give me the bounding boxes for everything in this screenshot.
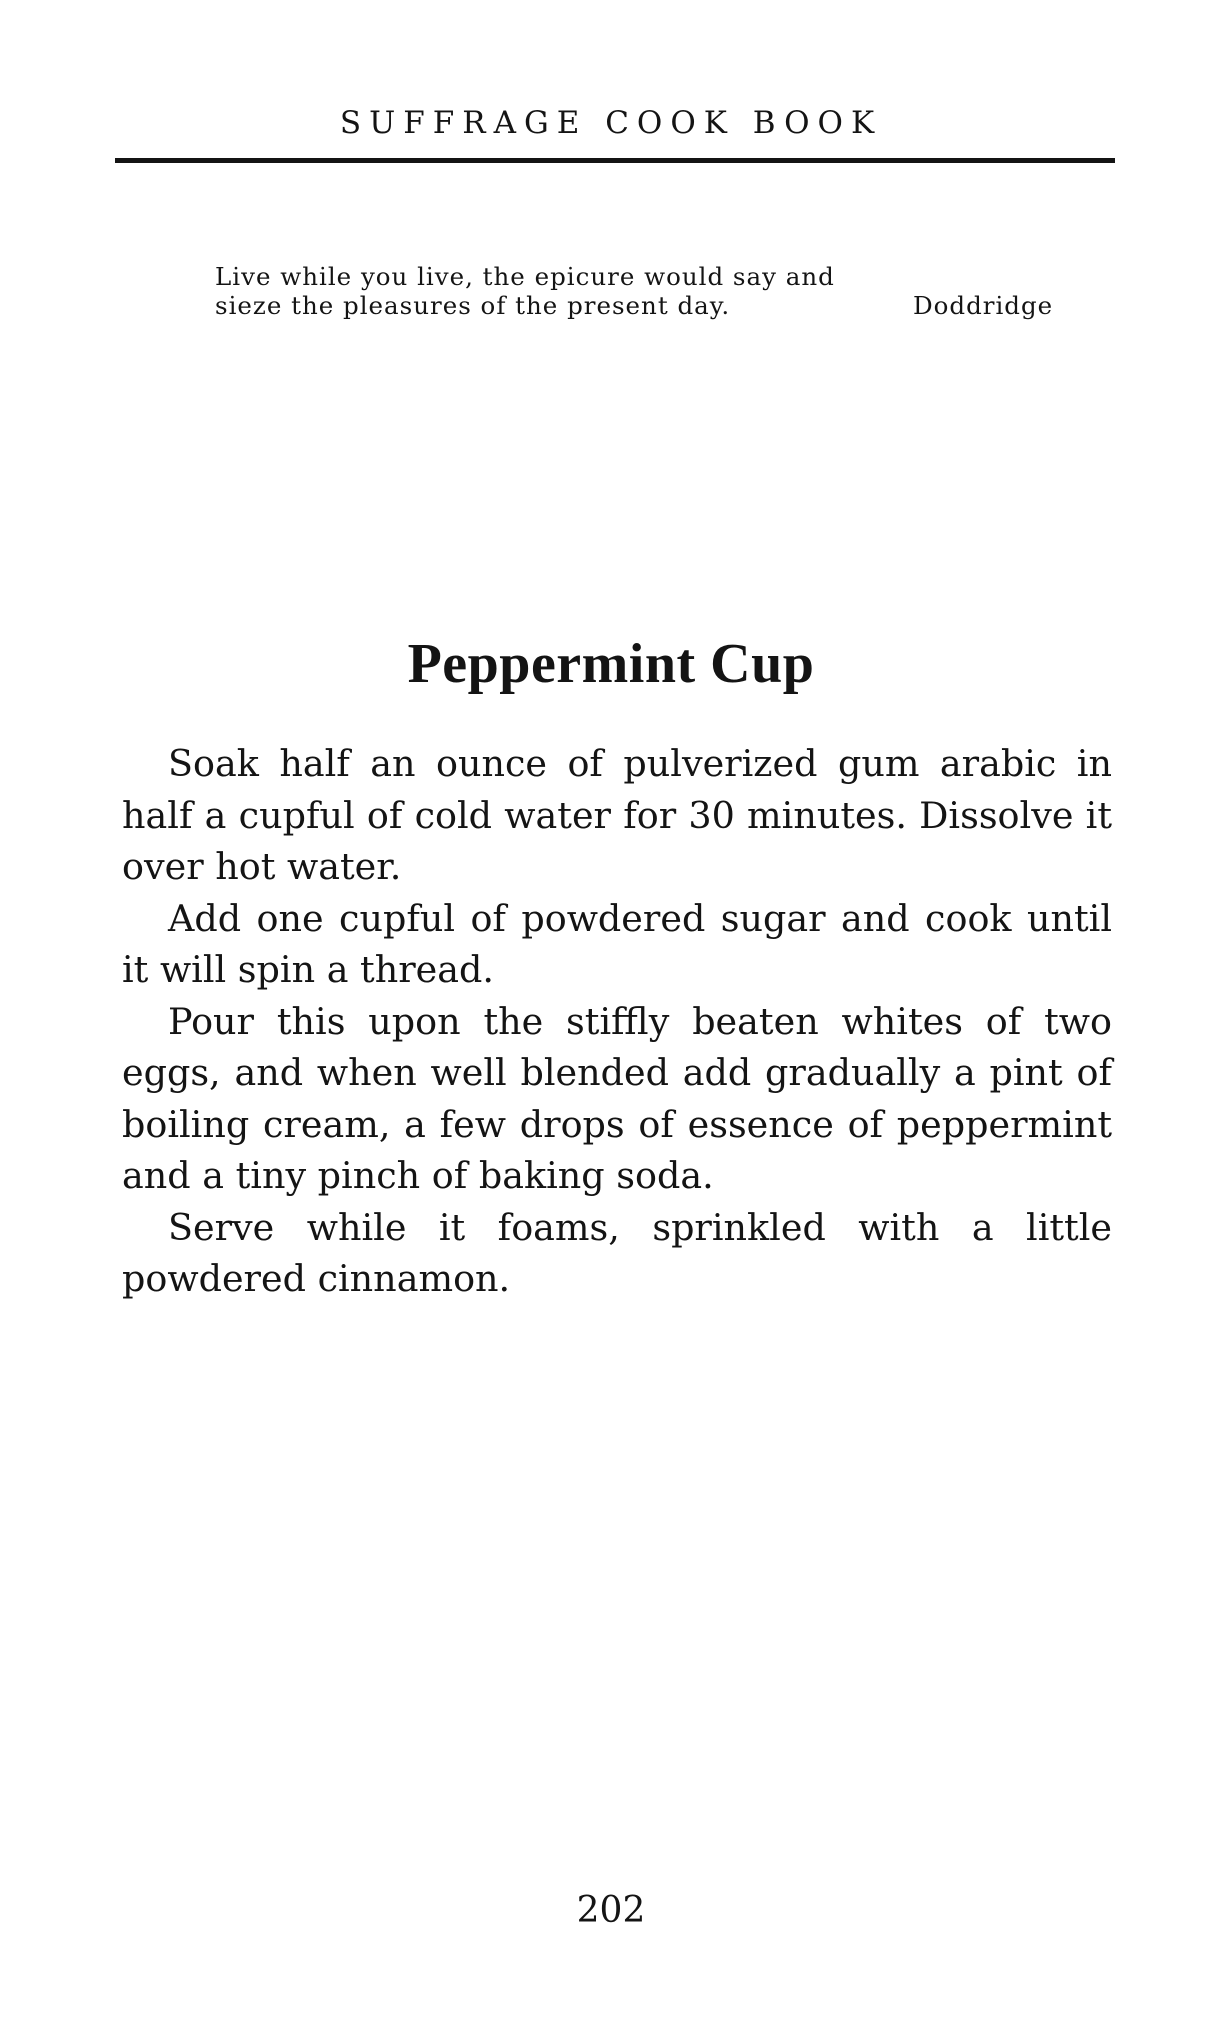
epigraph-line-1: Live while you live, the epicure would say and [215, 262, 835, 291]
recipe-title: Peppermint Cup [407, 633, 815, 695]
page-number: 202 [576, 1890, 646, 1931]
recipe-paragraph: Soak half an ounce of pulverized gum arabic in half a cupful of cold water for 30 minutes. Dissolve it over hot water. [122, 742, 1112, 888]
recipe-paragraph: Add one cupful of powdered sugar and cook until it will spin a thread. [122, 896, 1112, 991]
epigraph-line-2: sieze the pleasures of the present day. [215, 291, 731, 320]
epigraph-attribution: Doddridge [913, 291, 1054, 320]
epigraph [215, 262, 1095, 320]
running-header: SUFFRAGE COOK BOOK [339, 105, 883, 141]
header-rule [115, 158, 1115, 163]
recipe-paragraph: Pour this upon the stiffly beaten whites of two eggs, and when well blended add gradually a pint of boiling cream, a few drops of essence of peppermint and a tiny pinch of baking soda. [122, 999, 1112, 1197]
recipe-paragraph: Serve while it foams, sprinkled with a little powdered cinnamon. [122, 1205, 1112, 1300]
recipe-body [122, 738, 1112, 1305]
